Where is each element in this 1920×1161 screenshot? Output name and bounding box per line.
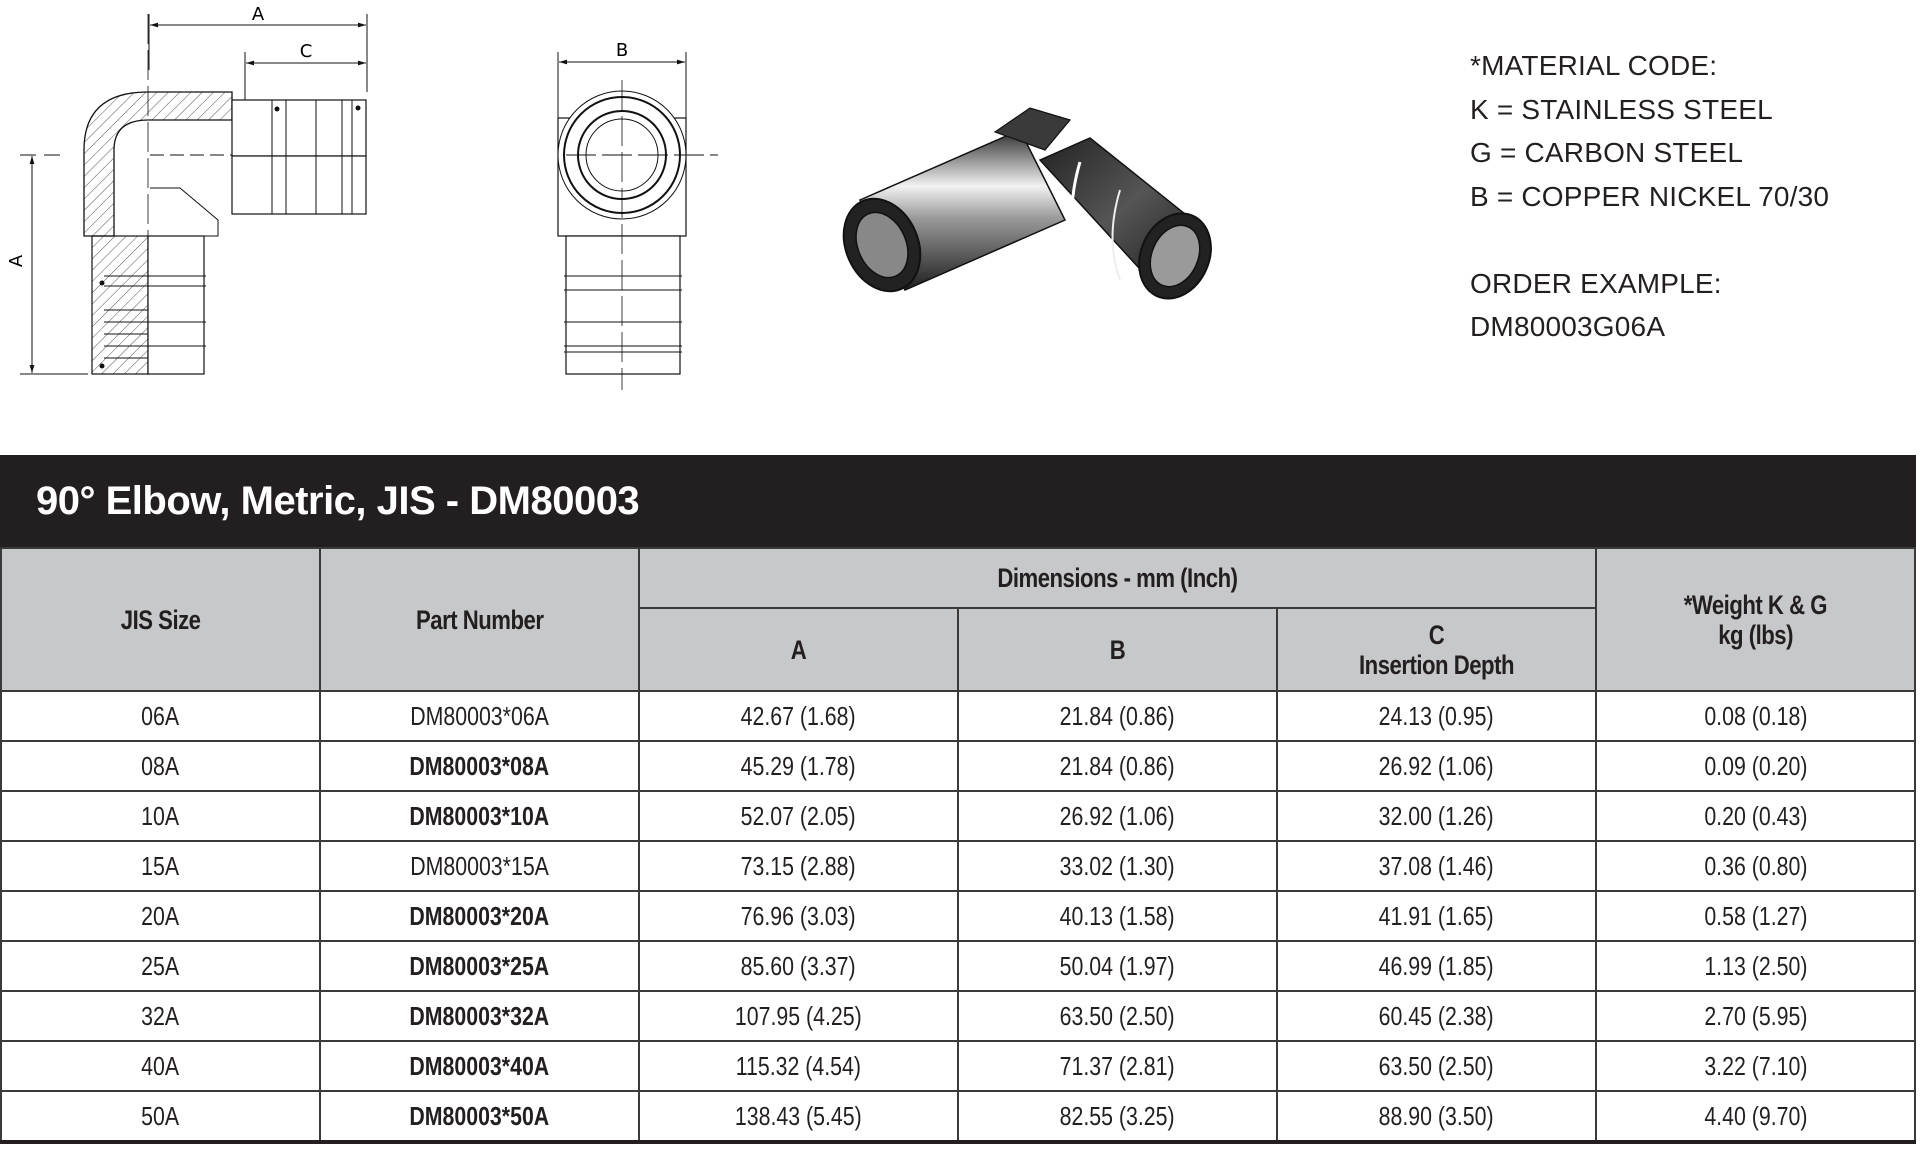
material-code-heading: *MATERIAL CODE: <box>1470 50 1718 81</box>
cell-dim-a: 73.15 (2.88) <box>639 841 958 891</box>
material-code-item: G = CARBON STEEL <box>1470 137 1744 168</box>
header-part-number: Part Number <box>320 548 639 691</box>
cell-weight: 0.20 (0.43) <box>1596 791 1915 841</box>
table-row <box>1 891 1915 941</box>
cell-dim-c: 88.90 (3.50) <box>1277 1091 1596 1142</box>
svg-text:C: C <box>299 41 313 62</box>
cell-jis-size: 20A <box>1 891 320 941</box>
material-code-notes <box>1470 44 1829 349</box>
cell-dim-b: 33.02 (1.30) <box>958 841 1277 891</box>
order-example-value: DM80003G06A <box>1470 311 1666 342</box>
cell-jis-size: 10A <box>1 791 320 841</box>
table-row <box>1 691 1915 741</box>
cell-part-number: DM80003*50A <box>320 1091 639 1142</box>
cell-dim-c: 26.92 (1.06) <box>1277 741 1596 791</box>
cell-part-number: DM80003*15A <box>320 841 639 891</box>
technical-drawings <box>0 0 1920 440</box>
section-view-drawing <box>0 0 400 400</box>
svg-text:A: A <box>6 254 27 268</box>
table-row <box>1 841 1915 891</box>
end-view-drawing <box>520 0 780 400</box>
cell-dim-b: 63.50 (2.50) <box>958 991 1277 1041</box>
cell-jis-size: 25A <box>1 941 320 991</box>
header-dimensions-group: Dimensions - mm (Inch) <box>639 548 1596 608</box>
cell-part-number: DM80003*06A <box>320 691 639 741</box>
cell-jis-size: 06A <box>1 691 320 741</box>
cell-weight: 4.40 (9.70) <box>1596 1091 1915 1142</box>
svg-text:A: A <box>251 4 265 25</box>
cell-dim-a: 76.96 (3.03) <box>639 891 958 941</box>
table-row <box>1 941 1915 991</box>
svg-text:B: B <box>615 40 629 61</box>
cell-dim-a: 45.29 (1.78) <box>639 741 958 791</box>
material-code-item: B = COPPER NICKEL 70/30 <box>1470 180 1830 212</box>
cell-jis-size: 32A <box>1 991 320 1041</box>
table-title: 90° Elbow, Metric, JIS - DM80003 <box>36 478 640 523</box>
cell-dim-c: 32.00 (1.26) <box>1277 791 1596 841</box>
cell-weight: 0.08 (0.18) <box>1596 691 1915 741</box>
cell-jis-size: 40A <box>1 1041 320 1091</box>
cell-dim-b: 82.55 (3.25) <box>958 1091 1277 1142</box>
cell-jis-size: 15A <box>1 841 320 891</box>
cell-weight: 0.58 (1.27) <box>1596 891 1915 941</box>
table-row <box>1 991 1915 1041</box>
elbow-3d-render <box>820 80 1260 340</box>
cell-dim-a: 42.67 (1.68) <box>639 691 958 741</box>
cell-dim-b: 21.84 (0.86) <box>958 691 1277 741</box>
table-row <box>1 791 1915 841</box>
cell-part-number: DM80003*25A <box>320 941 639 991</box>
header-jis-size: JIS Size <box>1 548 320 691</box>
table-row <box>1 1091 1915 1142</box>
cell-dim-b: 50.04 (1.97) <box>958 941 1277 991</box>
cell-dim-b: 40.13 (1.58) <box>958 891 1277 941</box>
cell-part-number: DM80003*10A <box>320 791 639 841</box>
cell-dim-c: 37.08 (1.46) <box>1277 841 1596 891</box>
cell-dim-b: 26.92 (1.06) <box>958 791 1277 841</box>
table-row <box>1 1041 1915 1091</box>
cell-part-number: DM80003*08A <box>320 741 639 791</box>
header-dimension-c: C Insertion Depth <box>1277 608 1596 691</box>
cell-dim-a: 107.95 (4.25) <box>639 991 958 1041</box>
table-row <box>1 741 1915 791</box>
cell-dim-b: 71.37 (2.81) <box>958 1041 1277 1091</box>
cell-weight: 0.09 (0.20) <box>1596 741 1915 791</box>
cell-dim-a: 85.60 (3.37) <box>639 941 958 991</box>
cell-weight: 0.36 (0.80) <box>1596 841 1915 891</box>
material-code-item: K = STAINLESS STEEL <box>1470 93 1773 125</box>
cell-dim-c: 41.91 (1.65) <box>1277 891 1596 941</box>
spacer <box>1470 218 1829 262</box>
cell-part-number: DM80003*40A <box>320 1041 639 1091</box>
cell-dim-c: 60.45 (2.38) <box>1277 991 1596 1041</box>
spec-table <box>0 547 1916 1144</box>
cell-weight: 1.13 (2.50) <box>1596 941 1915 991</box>
table-title-bar <box>0 455 1916 547</box>
spec-table-container <box>0 455 1916 1144</box>
cell-dim-c: 24.13 (0.95) <box>1277 691 1596 741</box>
cell-dim-a: 115.32 (4.54) <box>639 1041 958 1091</box>
cell-part-number: DM80003*20A <box>320 891 639 941</box>
header-dimension-a: A <box>639 608 958 691</box>
cell-dim-c: 46.99 (1.85) <box>1277 941 1596 991</box>
cell-part-number: DM80003*32A <box>320 991 639 1041</box>
cell-weight: 3.22 (7.10) <box>1596 1041 1915 1091</box>
cell-dim-a: 138.43 (5.45) <box>639 1091 958 1142</box>
header-weight: *Weight K & G kg (lbs) <box>1596 548 1915 691</box>
cell-dim-b: 21.84 (0.86) <box>958 741 1277 791</box>
cell-dim-a: 52.07 (2.05) <box>639 791 958 841</box>
cell-jis-size: 50A <box>1 1091 320 1142</box>
header-dimension-b: B <box>958 608 1277 691</box>
order-example-heading: ORDER EXAMPLE: <box>1470 267 1722 299</box>
cell-dim-c: 63.50 (2.50) <box>1277 1041 1596 1091</box>
cell-jis-size: 08A <box>1 741 320 791</box>
cell-weight: 2.70 (5.95) <box>1596 991 1915 1041</box>
